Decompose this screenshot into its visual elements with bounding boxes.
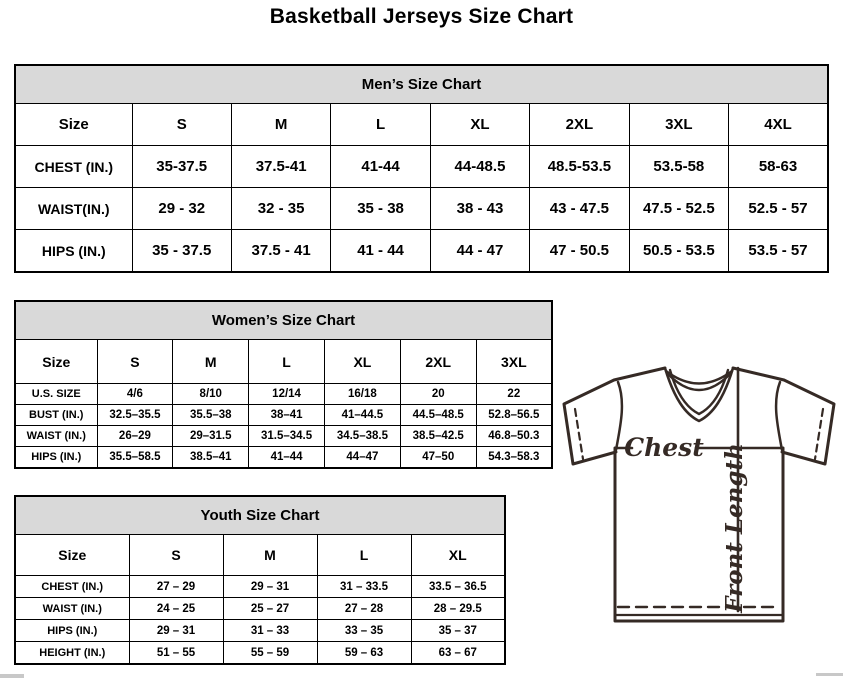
table-row xyxy=(15,405,552,426)
size-cell: 32.5–35.5 xyxy=(97,405,173,426)
size-cell: 53.5 - 57 xyxy=(729,230,828,273)
column-header: XL xyxy=(430,104,529,146)
size-cell: 35 - 37.5 xyxy=(132,230,231,273)
table-row xyxy=(15,576,505,598)
column-header: S xyxy=(129,535,223,576)
size-cell: 25 – 27 xyxy=(223,598,317,620)
table-row xyxy=(15,384,552,405)
size-cell: 52.5 - 57 xyxy=(729,188,828,230)
size-cell: 22 xyxy=(476,384,552,405)
collar-inner-v xyxy=(670,370,728,414)
size-cell: 54.3–58.3 xyxy=(476,447,552,469)
size-cell: 59 – 63 xyxy=(317,642,411,665)
column-header: XL xyxy=(324,340,400,384)
size-cell: 50.5 - 53.5 xyxy=(629,230,728,273)
size-cell: 16/18 xyxy=(324,384,400,405)
row-label: HIPS (IN.) xyxy=(15,230,132,273)
column-header: L xyxy=(317,535,411,576)
size-cell: 24 – 25 xyxy=(129,598,223,620)
size-cell: 37.5 - 41 xyxy=(231,230,330,273)
size-cell: 8/10 xyxy=(173,384,249,405)
table-row xyxy=(15,230,828,273)
column-header: Size xyxy=(15,535,129,576)
size-cell: 58-63 xyxy=(729,146,828,188)
row-label: WAIST (IN.) xyxy=(15,426,97,447)
size-cell: 53.5-58 xyxy=(629,146,728,188)
youth-size-table xyxy=(14,495,506,665)
size-cell: 41–44 xyxy=(249,447,325,469)
row-label: HIPS (IN.) xyxy=(15,447,97,469)
size-chart-title: Men’s Size Chart xyxy=(15,65,828,104)
jersey-body xyxy=(615,448,783,621)
row-label: U.S. SIZE xyxy=(15,384,97,405)
column-header: 4XL xyxy=(729,104,828,146)
size-cell: 38–41 xyxy=(249,405,325,426)
column-header: M xyxy=(173,340,249,384)
column-header: Size xyxy=(15,340,97,384)
scrollbar-fragment-right[interactable] xyxy=(816,673,843,676)
size-cell: 29 – 31 xyxy=(223,576,317,598)
row-label: WAIST (IN.) xyxy=(15,598,129,620)
column-header: S xyxy=(132,104,231,146)
size-cell: 63 – 67 xyxy=(411,642,505,665)
row-label: HIPS (IN.) xyxy=(15,620,129,642)
chest-label: Chest xyxy=(624,433,704,462)
size-cell: 38.5–41 xyxy=(173,447,249,469)
size-cell: 43 - 47.5 xyxy=(530,188,629,230)
size-cell: 46.8–50.3 xyxy=(476,426,552,447)
column-header: XL xyxy=(411,535,505,576)
size-cell: 35 – 37 xyxy=(411,620,505,642)
size-cell: 47–50 xyxy=(400,447,476,469)
page-title: Basketball Jerseys Size Chart xyxy=(269,5,574,28)
table-row xyxy=(15,620,505,642)
table-row xyxy=(15,642,505,665)
column-header: L xyxy=(249,340,325,384)
size-cell: 27 – 29 xyxy=(129,576,223,598)
size-cell: 41–44.5 xyxy=(324,405,400,426)
size-cell: 35.5–58.5 xyxy=(97,447,173,469)
size-cell: 4/6 xyxy=(97,384,173,405)
size-cell: 20 xyxy=(400,384,476,405)
size-cell: 41 - 44 xyxy=(331,230,430,273)
size-cell: 31 – 33.5 xyxy=(317,576,411,598)
size-cell: 35 - 38 xyxy=(331,188,430,230)
row-label: CHEST (IN.) xyxy=(15,146,132,188)
size-chart-title: Women’s Size Chart xyxy=(15,301,552,340)
armhole-seam xyxy=(776,382,782,450)
column-header: 3XL xyxy=(629,104,728,146)
column-header: 2XL xyxy=(400,340,476,384)
size-cell: 31.5–34.5 xyxy=(249,426,325,447)
size-cell: 26–29 xyxy=(97,426,173,447)
size-cell: 52.8–56.5 xyxy=(476,405,552,426)
size-cell: 44-48.5 xyxy=(430,146,529,188)
size-cell: 35-37.5 xyxy=(132,146,231,188)
row-label: WAIST(IN.) xyxy=(15,188,132,230)
front-length-label: Front Length xyxy=(721,443,748,613)
row-label: BUST (IN.) xyxy=(15,405,97,426)
size-cell: 47.5 - 52.5 xyxy=(629,188,728,230)
sleeve-dashed-line xyxy=(575,409,583,459)
table-row xyxy=(15,188,828,230)
size-cell: 38.5–42.5 xyxy=(400,426,476,447)
row-label: HEIGHT (IN.) xyxy=(15,642,129,665)
size-cell: 37.5-41 xyxy=(231,146,330,188)
column-header: M xyxy=(231,104,330,146)
table-row xyxy=(15,146,828,188)
column-header: 2XL xyxy=(530,104,629,146)
size-cell: 28 – 29.5 xyxy=(411,598,505,620)
size-cell: 41-44 xyxy=(331,146,430,188)
size-cell: 44.5–48.5 xyxy=(400,405,476,426)
size-cell: 55 – 59 xyxy=(223,642,317,665)
size-cell: 38 - 43 xyxy=(430,188,529,230)
size-cell: 29–31.5 xyxy=(173,426,249,447)
size-cell: 44–47 xyxy=(324,447,400,469)
armhole-seam xyxy=(616,382,622,450)
size-cell: 33.5 – 36.5 xyxy=(411,576,505,598)
size-cell: 47 - 50.5 xyxy=(530,230,629,273)
size-cell: 34.5–38.5 xyxy=(324,426,400,447)
size-cell: 31 – 33 xyxy=(223,620,317,642)
size-cell: 27 – 28 xyxy=(317,598,411,620)
size-cell: 32 - 35 xyxy=(231,188,330,230)
size-cell: 12/14 xyxy=(249,384,325,405)
sleeve-dashed-line xyxy=(815,409,823,459)
size-cell: 33 – 35 xyxy=(317,620,411,642)
table-row xyxy=(15,598,505,620)
size-cell: 29 – 31 xyxy=(129,620,223,642)
table-row xyxy=(15,426,552,447)
column-header: Size xyxy=(15,104,132,146)
column-header: M xyxy=(223,535,317,576)
size-chart-title: Youth Size Chart xyxy=(15,496,505,535)
size-cell: 44 - 47 xyxy=(430,230,529,273)
column-header: L xyxy=(331,104,430,146)
jersey-diagram xyxy=(558,358,840,626)
scrollbar-fragment-left[interactable] xyxy=(0,674,24,678)
size-cell: 35.5–38 xyxy=(173,405,249,426)
table-row xyxy=(15,447,552,469)
size-cell: 51 – 55 xyxy=(129,642,223,665)
column-header: S xyxy=(97,340,173,384)
womens-size-table xyxy=(14,300,553,469)
column-header: 3XL xyxy=(476,340,552,384)
row-label: CHEST (IN.) xyxy=(15,576,129,598)
size-cell: 29 - 32 xyxy=(132,188,231,230)
mens-size-table xyxy=(14,64,829,273)
size-cell: 48.5-53.5 xyxy=(530,146,629,188)
